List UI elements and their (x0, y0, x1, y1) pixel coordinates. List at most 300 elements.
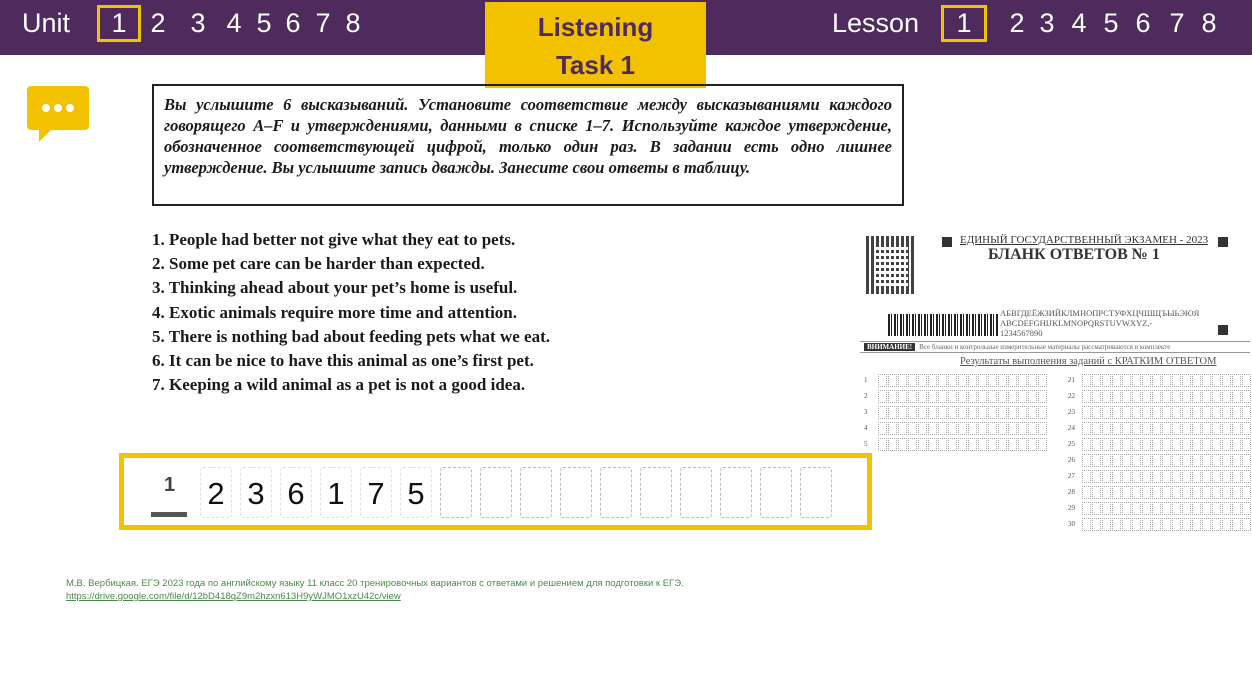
sheet-grid-row (864, 404, 1048, 420)
sheet-cell (1112, 374, 1121, 387)
sheet-cell (1122, 374, 1131, 387)
sheet-cell (1222, 502, 1231, 515)
answer-cell[interactable] (760, 467, 792, 518)
sheet-cell (1222, 422, 1231, 435)
sheet-row-number: 27 (1068, 472, 1075, 480)
marker-square (1218, 237, 1228, 247)
sheet-cell (958, 374, 967, 387)
sheet-cell (1162, 374, 1171, 387)
sheet-cell (1192, 486, 1201, 499)
chat-dot (66, 104, 74, 112)
sheet-cell (1162, 470, 1171, 483)
sheet-cell (908, 374, 917, 387)
sheet-cell (1182, 454, 1191, 467)
sheet-cell (1102, 502, 1111, 515)
sheet-cell (1162, 422, 1171, 435)
sheet-cell (1082, 422, 1091, 435)
sheet-cell (918, 438, 927, 451)
sheet-cell (998, 406, 1007, 419)
sheet-cell (928, 390, 937, 403)
answer-cell[interactable] (480, 467, 512, 518)
sheet-cell (1202, 422, 1211, 435)
sheet-cell (1182, 390, 1191, 403)
sheet-cell (1102, 454, 1111, 467)
answer-row-label: 1 (164, 474, 176, 496)
lesson-label: Lesson (832, 8, 920, 38)
sheet-cell (1092, 406, 1101, 419)
sheet-cell (1082, 502, 1091, 515)
sheet-row-number: 2 (864, 392, 868, 400)
lesson-number-list (944, 8, 1224, 39)
sheet-cell (1008, 406, 1017, 419)
sheet-cell (1132, 390, 1141, 403)
sheet-cell (978, 390, 987, 403)
sheet-row-number: 3 (864, 408, 868, 416)
sheet-cell (1038, 374, 1047, 387)
sheet-cell (1162, 390, 1171, 403)
unit-number-8[interactable]: 8 (345, 8, 361, 38)
sheet-cell (1162, 438, 1171, 451)
sheet-cell (978, 438, 987, 451)
sheet-grid-row (864, 436, 1048, 452)
sheet-cell (898, 390, 907, 403)
sheet-cell (938, 406, 947, 419)
sheet-cell (1018, 390, 1027, 403)
chat-bubble-icon[interactable] (27, 86, 89, 130)
unit-number-6[interactable]: 6 (285, 8, 301, 38)
sheet-cell (1152, 406, 1161, 419)
sheet-cell (1112, 486, 1121, 499)
sheet-alphabet: АБВГДЕЁЖЗИЙКЛМНОПРСТУФХЦЧШЩЪЫЬЭЮЯ ABCDEFGHIJKLMNOPQRSTUVWXYZ,- 1234567890 (1000, 308, 1200, 338)
sheet-cell (958, 390, 967, 403)
sheet-cell (1212, 502, 1221, 515)
answer-sheet-image (858, 228, 1252, 533)
sheet-cell (888, 406, 897, 419)
answer-cell[interactable] (440, 467, 472, 518)
sheet-cell (1152, 422, 1161, 435)
sheet-cell (1222, 406, 1231, 419)
qr-code-icon (866, 236, 916, 294)
sheet-cell (1122, 390, 1131, 403)
sheet-row-number: 21 (1068, 376, 1075, 384)
unit-number-list (100, 8, 368, 39)
sheet-cell (1182, 438, 1191, 451)
sheet-cell (1028, 390, 1037, 403)
sheet-cell (998, 438, 1007, 451)
answer-cell[interactable] (640, 467, 672, 518)
sheet-cell (1122, 486, 1131, 499)
statement-item: 5. There is nothing bad about feeding pets what we eat. (152, 326, 550, 346)
sheet-cell (1132, 438, 1141, 451)
sheet-cell (938, 438, 947, 451)
sheet-cell (1232, 486, 1241, 499)
sheet-cell (1242, 406, 1251, 419)
answer-cell[interactable]: 1 (320, 467, 352, 518)
sheet-cell (1092, 502, 1101, 515)
sheet-cell (1142, 390, 1151, 403)
sheet-cell (1242, 518, 1251, 531)
lesson-number-1[interactable]: 1 (944, 8, 984, 39)
sheet-cell (1162, 518, 1171, 531)
sheet-cell (988, 406, 997, 419)
sheet-grid-row (1068, 388, 1252, 404)
sheet-cell (1222, 470, 1231, 483)
sheet-cell (1028, 438, 1037, 451)
sheet-cell (1192, 518, 1201, 531)
sheet-row-number: 24 (1068, 424, 1075, 432)
sheet-cell (1122, 438, 1131, 451)
sheet-subtitle: БЛАНК ОТВЕТОВ № 1 (988, 246, 1160, 263)
answer-cell[interactable] (600, 467, 632, 518)
sheet-cell (1142, 438, 1151, 451)
sheet-cell (938, 374, 947, 387)
sheet-cell (1172, 374, 1181, 387)
sheet-cell (1182, 502, 1191, 515)
statement-item: 3. Thinking ahead about your pet’s home is useful. (152, 278, 518, 298)
sheet-cell (1112, 502, 1121, 515)
sheet-cell (1102, 438, 1111, 451)
sheet-cell (1102, 422, 1111, 435)
sheet-cell (1152, 374, 1161, 387)
sheet-cell (1202, 470, 1211, 483)
sheet-cell (948, 406, 957, 419)
sheet-cell (1152, 454, 1161, 467)
sheet-cell (1082, 486, 1091, 499)
sheet-cell (1142, 454, 1151, 467)
sheet-cell (1038, 406, 1047, 419)
unit-number-5[interactable]: 5 (256, 8, 272, 38)
answer-cell[interactable] (800, 467, 832, 518)
answer-cell[interactable]: 7 (360, 467, 392, 518)
sheet-grid-row (1068, 500, 1252, 516)
answer-cell[interactable]: 3 (240, 467, 272, 518)
sheet-cell (898, 438, 907, 451)
sheet-cell (1232, 454, 1241, 467)
sheet-cell (1152, 470, 1161, 483)
sheet-cell (928, 374, 937, 387)
source-link[interactable]: https://drive.google.com/file/d/12bD418qZ9m2hzxn613H9yWJMO1xzU42c/view (66, 591, 401, 602)
sheet-cell (958, 438, 967, 451)
sheet-cell (938, 390, 947, 403)
unit-label: Unit (22, 8, 71, 38)
sheet-cell (1122, 454, 1131, 467)
sheet-cell (1122, 518, 1131, 531)
sheet-cell (1152, 518, 1161, 531)
sheet-cell (968, 422, 977, 435)
sheet-cell (928, 422, 937, 435)
statement-list (152, 228, 550, 397)
sheet-cell (908, 390, 917, 403)
sheet-cell (888, 374, 897, 387)
answer-cell[interactable]: 5 (400, 467, 432, 518)
sheet-cell (1242, 438, 1251, 451)
lesson-number-7[interactable]: 7 (1169, 8, 1185, 38)
sheet-cell (1232, 374, 1241, 387)
sheet-cell (1172, 470, 1181, 483)
sheet-cell (1242, 390, 1251, 403)
sheet-cell (1142, 502, 1151, 515)
answer-cells (200, 467, 840, 518)
sheet-cell (1038, 390, 1047, 403)
sheet-cell (1192, 438, 1201, 451)
sheet-cell (1232, 470, 1241, 483)
unit-number-4[interactable]: 4 (226, 8, 242, 38)
statement-item: 1. People had better not give what they eat to pets. (152, 230, 516, 249)
task-title-line2: Task 1 (555, 50, 635, 80)
sheet-cell (1182, 486, 1191, 499)
sheet-row-number: 30 (1068, 520, 1075, 528)
answer-cell[interactable]: 2 (200, 467, 232, 518)
sheet-cell (1018, 374, 1027, 387)
sheet-cell (1222, 454, 1231, 467)
sheet-cell (1172, 502, 1181, 515)
sheet-cell (1192, 406, 1201, 419)
sheet-cell (1222, 486, 1231, 499)
sheet-cell (1132, 486, 1141, 499)
sheet-cell (1092, 374, 1101, 387)
sheet-cell (1008, 390, 1017, 403)
sheet-cell (1212, 390, 1221, 403)
sheet-cell (1038, 438, 1047, 451)
sheet-title: ЕДИНЫЙ ГОСУДАРСТВЕННЫЙ ЭКЗАМЕН - 2023 (960, 234, 1209, 246)
lesson-number-5[interactable]: 5 (1103, 8, 1119, 38)
lesson-number-8[interactable]: 8 (1201, 8, 1217, 38)
answer-cell[interactable] (520, 467, 552, 518)
sheet-cell (928, 406, 937, 419)
sheet-cell (1082, 406, 1091, 419)
sheet-cell (918, 390, 927, 403)
sheet-row-number: 4 (864, 424, 868, 432)
sheet-cell (1172, 454, 1181, 467)
sheet-cell (878, 438, 887, 451)
sheet-cell (878, 406, 887, 419)
sheet-cell (1212, 454, 1221, 467)
sheet-cell (1242, 502, 1251, 515)
sheet-cell (1008, 374, 1017, 387)
sheet-cell (1202, 390, 1211, 403)
sheet-cell (948, 438, 957, 451)
sheet-cell (988, 374, 997, 387)
sheet-cell (1182, 470, 1191, 483)
sheet-cell (1008, 438, 1017, 451)
sheet-cell (1142, 406, 1151, 419)
sheet-cell (1162, 502, 1171, 515)
sheet-grid-row (864, 388, 1048, 404)
sheet-cell (1122, 422, 1131, 435)
sheet-cell (1142, 422, 1151, 435)
sheet-cell (1092, 422, 1101, 435)
sheet-cell (968, 438, 977, 451)
sheet-cell (998, 422, 1007, 435)
sheet-cell (1132, 470, 1141, 483)
sheet-cell (1192, 422, 1201, 435)
sheet-cell (988, 438, 997, 451)
sheet-cell (1132, 406, 1141, 419)
sheet-cell (898, 374, 907, 387)
sheet-cell (888, 390, 897, 403)
sheet-cell (1202, 374, 1211, 387)
statement-item: 2. Some pet care can be harder than expected. (152, 254, 485, 274)
sheet-cell (1182, 518, 1191, 531)
sheet-cell (878, 390, 887, 403)
sheet-cell (1112, 518, 1121, 531)
sheet-cell (1082, 390, 1091, 403)
sheet-cell (1092, 454, 1101, 467)
marker-square (942, 237, 952, 247)
chat-dot (42, 104, 50, 112)
sheet-cell (978, 374, 987, 387)
sheet-cell (1192, 502, 1201, 515)
statement-item: 6. It can be nice to have this animal as one’s first pet. (152, 350, 534, 370)
sheet-row-number: 1 (864, 376, 868, 384)
sheet-cell (1212, 470, 1221, 483)
sheet-cell (1102, 518, 1111, 531)
sheet-grid-row (864, 420, 1048, 436)
sheet-cell (1092, 438, 1101, 451)
answer-cell[interactable]: 6 (280, 467, 312, 518)
sheet-cell (1092, 518, 1101, 531)
sheet-cell (1152, 502, 1161, 515)
sheet-cell (1008, 422, 1017, 435)
sheet-row-number: 29 (1068, 504, 1075, 512)
task-instruction: Вы услышите 6 высказываний. Установите соответствие между высказываниями каждого говорящего A–F и утверждениями, данными в списке 1–7. Используйте каждое утверждение, обозначенное соответствующей цифрой, только один раз. В задании есть одно лишнее утверждение. Вы услышите запись дважды. Занесите свои ответы в таблицу. (152, 84, 904, 206)
sheet-cell (1092, 470, 1101, 483)
statement-item: 7. Keeping a wild animal as a pet is not a good idea. (152, 375, 526, 395)
sheet-cell (1152, 390, 1161, 403)
sheet-cell (1242, 486, 1251, 499)
sheet-cell (1242, 374, 1251, 387)
sheet-cell (1212, 438, 1221, 451)
sheet-cell (948, 374, 957, 387)
sheet-cell (1082, 470, 1091, 483)
sheet-grid-row (864, 372, 1048, 388)
sheet-cell (1018, 406, 1027, 419)
unit-number-2[interactable]: 2 (150, 8, 166, 38)
sheet-cell (1222, 374, 1231, 387)
sheet-row-number: 23 (1068, 408, 1075, 416)
sheet-cell (1112, 454, 1121, 467)
sheet-cell (1232, 518, 1241, 531)
sheet-grid-right (1068, 372, 1252, 532)
sheet-cell (948, 390, 957, 403)
sheet-cell (1162, 406, 1171, 419)
chat-dot (54, 104, 62, 112)
sheet-cell (1132, 454, 1141, 467)
sheet-cell (1092, 390, 1101, 403)
sheet-cell (1102, 390, 1111, 403)
sheet-row-number: 22 (1068, 392, 1075, 400)
sheet-cell (1192, 374, 1201, 387)
sheet-grid-row (1068, 420, 1252, 436)
sheet-cell (898, 406, 907, 419)
sheet-cell (1102, 486, 1111, 499)
sheet-cell (978, 406, 987, 419)
sheet-cell (1202, 406, 1211, 419)
sheet-cell (1102, 406, 1111, 419)
sheet-cell (1192, 470, 1201, 483)
barcode-icon (888, 314, 998, 336)
sheet-cell (1232, 390, 1241, 403)
sheet-cell (1212, 518, 1221, 531)
unit-number-7[interactable]: 7 (315, 8, 331, 38)
sheet-cell (1202, 454, 1211, 467)
unit-number-1[interactable]: 1 (100, 8, 138, 39)
sheet-cell (1152, 486, 1161, 499)
lesson-number-6[interactable]: 6 (1135, 8, 1151, 38)
sheet-cell (1028, 422, 1037, 435)
sheet-cell (898, 422, 907, 435)
sheet-cell (998, 390, 1007, 403)
sheet-cell (1222, 390, 1231, 403)
sheet-attention: ВНИМАНИЕ! Все бланки и контрольные измерительные материалы рассматриваются в комплекте (860, 341, 1250, 353)
marker-square (1218, 325, 1228, 335)
sheet-cell (1232, 502, 1241, 515)
sheet-cell (998, 374, 1007, 387)
sheet-cell (968, 406, 977, 419)
sheet-cell (918, 422, 927, 435)
sheet-cell (1082, 374, 1091, 387)
sheet-cell (1132, 422, 1141, 435)
sheet-cell (988, 422, 997, 435)
sheet-grid-row (1068, 516, 1252, 532)
sheet-row-number: 26 (1068, 456, 1075, 464)
answer-cell[interactable] (680, 467, 712, 518)
sheet-cell (958, 422, 967, 435)
sheet-cell (1102, 374, 1111, 387)
lesson-number-3[interactable]: 3 (1039, 8, 1055, 38)
answer-cell[interactable] (560, 467, 592, 518)
sheet-cell (1172, 422, 1181, 435)
sheet-grid-row (1068, 452, 1252, 468)
sheet-cell (1172, 518, 1181, 531)
sheet-cell (1222, 438, 1231, 451)
sheet-cell (1142, 486, 1151, 499)
unit-number-3[interactable]: 3 (190, 8, 206, 38)
sheet-cell (1018, 438, 1027, 451)
sheet-cell (1242, 422, 1251, 435)
sheet-cell (1112, 406, 1121, 419)
sheet-cell (1202, 438, 1211, 451)
sheet-grid-row (1068, 436, 1252, 452)
sheet-cell (1202, 486, 1211, 499)
sheet-cell (1182, 374, 1191, 387)
sheet-cell (1212, 374, 1221, 387)
sheet-cell (1018, 422, 1027, 435)
sheet-row-number: 5 (864, 440, 868, 448)
sheet-cell (1122, 406, 1131, 419)
sheet-grid-row (1068, 404, 1252, 420)
sheet-cell (1028, 374, 1037, 387)
sheet-cell (958, 406, 967, 419)
source-citation (66, 577, 706, 603)
sheet-cell (1112, 422, 1121, 435)
source-text: М.В. Вербицкая. ЕГЭ 2023 года по английскому языку 11 класс 20 тренировочных вариантов с ответами и решением для подготовки к ЕГЭ. (66, 578, 684, 589)
answer-cell[interactable] (720, 467, 752, 518)
sheet-cell (1212, 422, 1221, 435)
sheet-cell (1038, 422, 1047, 435)
task-title-badge (485, 2, 706, 88)
sheet-cell (1142, 518, 1151, 531)
sheet-cell (908, 438, 917, 451)
sheet-cell (918, 374, 927, 387)
sheet-cell (1132, 374, 1141, 387)
sheet-cell (1082, 438, 1091, 451)
sheet-cell (1212, 486, 1221, 499)
sheet-cell (1202, 502, 1211, 515)
lesson-number-4[interactable]: 4 (1071, 8, 1087, 38)
sheet-cell (968, 390, 977, 403)
lesson-number-2[interactable]: 2 (1009, 8, 1025, 38)
